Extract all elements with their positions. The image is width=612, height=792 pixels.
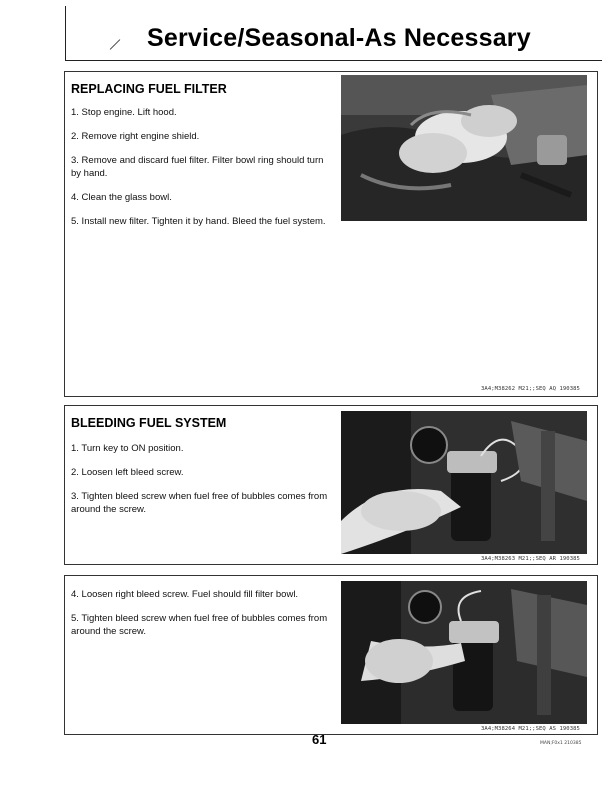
figure-reference-code: 3A4;M38264 M21;;SEQ AS 190385 <box>481 726 580 732</box>
step-item: 2. Loosen left bleed screw. <box>71 467 184 478</box>
pen-mark <box>110 39 121 50</box>
step-item: 3. Remove and discard fuel filter. Filter bowl ring should turn by hand. <box>71 155 324 179</box>
left-bleed-screw-photo <box>341 411 587 554</box>
page-number: 61 <box>312 732 327 747</box>
step-item: 1. Turn key to ON position. <box>71 443 184 454</box>
page-title: Service/Seasonal-As Necessary <box>147 24 531 52</box>
figure-reference-code: 3A4;M38262 M21;;SEQ AQ 190385 <box>481 386 580 392</box>
step-item: 4. Clean the glass bowl. <box>71 192 172 203</box>
step-item: 4. Loosen right bleed screw. Fuel should fill filter bowl. <box>71 589 299 600</box>
section-title: REPLACING FUEL FILTER <box>71 82 227 96</box>
footer-code: MAN;F0x1 210385 <box>540 741 582 746</box>
steps-list <box>71 442 333 527</box>
header-rule-left <box>65 6 66 61</box>
step-item: 5. Tighten bleed screw when fuel free of bubbles comes from around the screw. <box>71 613 328 637</box>
steps-list <box>71 588 333 649</box>
section-bleeding-continued <box>64 575 598 735</box>
section-title: BLEEDING FUEL SYSTEM <box>71 416 227 430</box>
steps-list <box>71 106 333 239</box>
fuel-filter-photo <box>341 75 587 221</box>
step-item: 2. Remove right engine shield. <box>71 131 200 142</box>
header-rule-bottom <box>65 60 602 61</box>
right-bleed-screw-photo <box>341 581 587 724</box>
step-item: 5. Install new filter. Tighten it by hand. Bleed the fuel system. <box>71 216 326 227</box>
step-item: 3. Tighten bleed screw when fuel free of bubbles comes from around the screw. <box>71 491 328 515</box>
step-item: 1. Stop engine. Lift hood. <box>71 107 177 118</box>
section-bleeding-fuel-system <box>64 405 598 565</box>
figure-reference-code: 3A4;M38263 M21;;SEQ AR 190385 <box>481 556 580 562</box>
section-replacing-fuel-filter <box>64 71 598 397</box>
